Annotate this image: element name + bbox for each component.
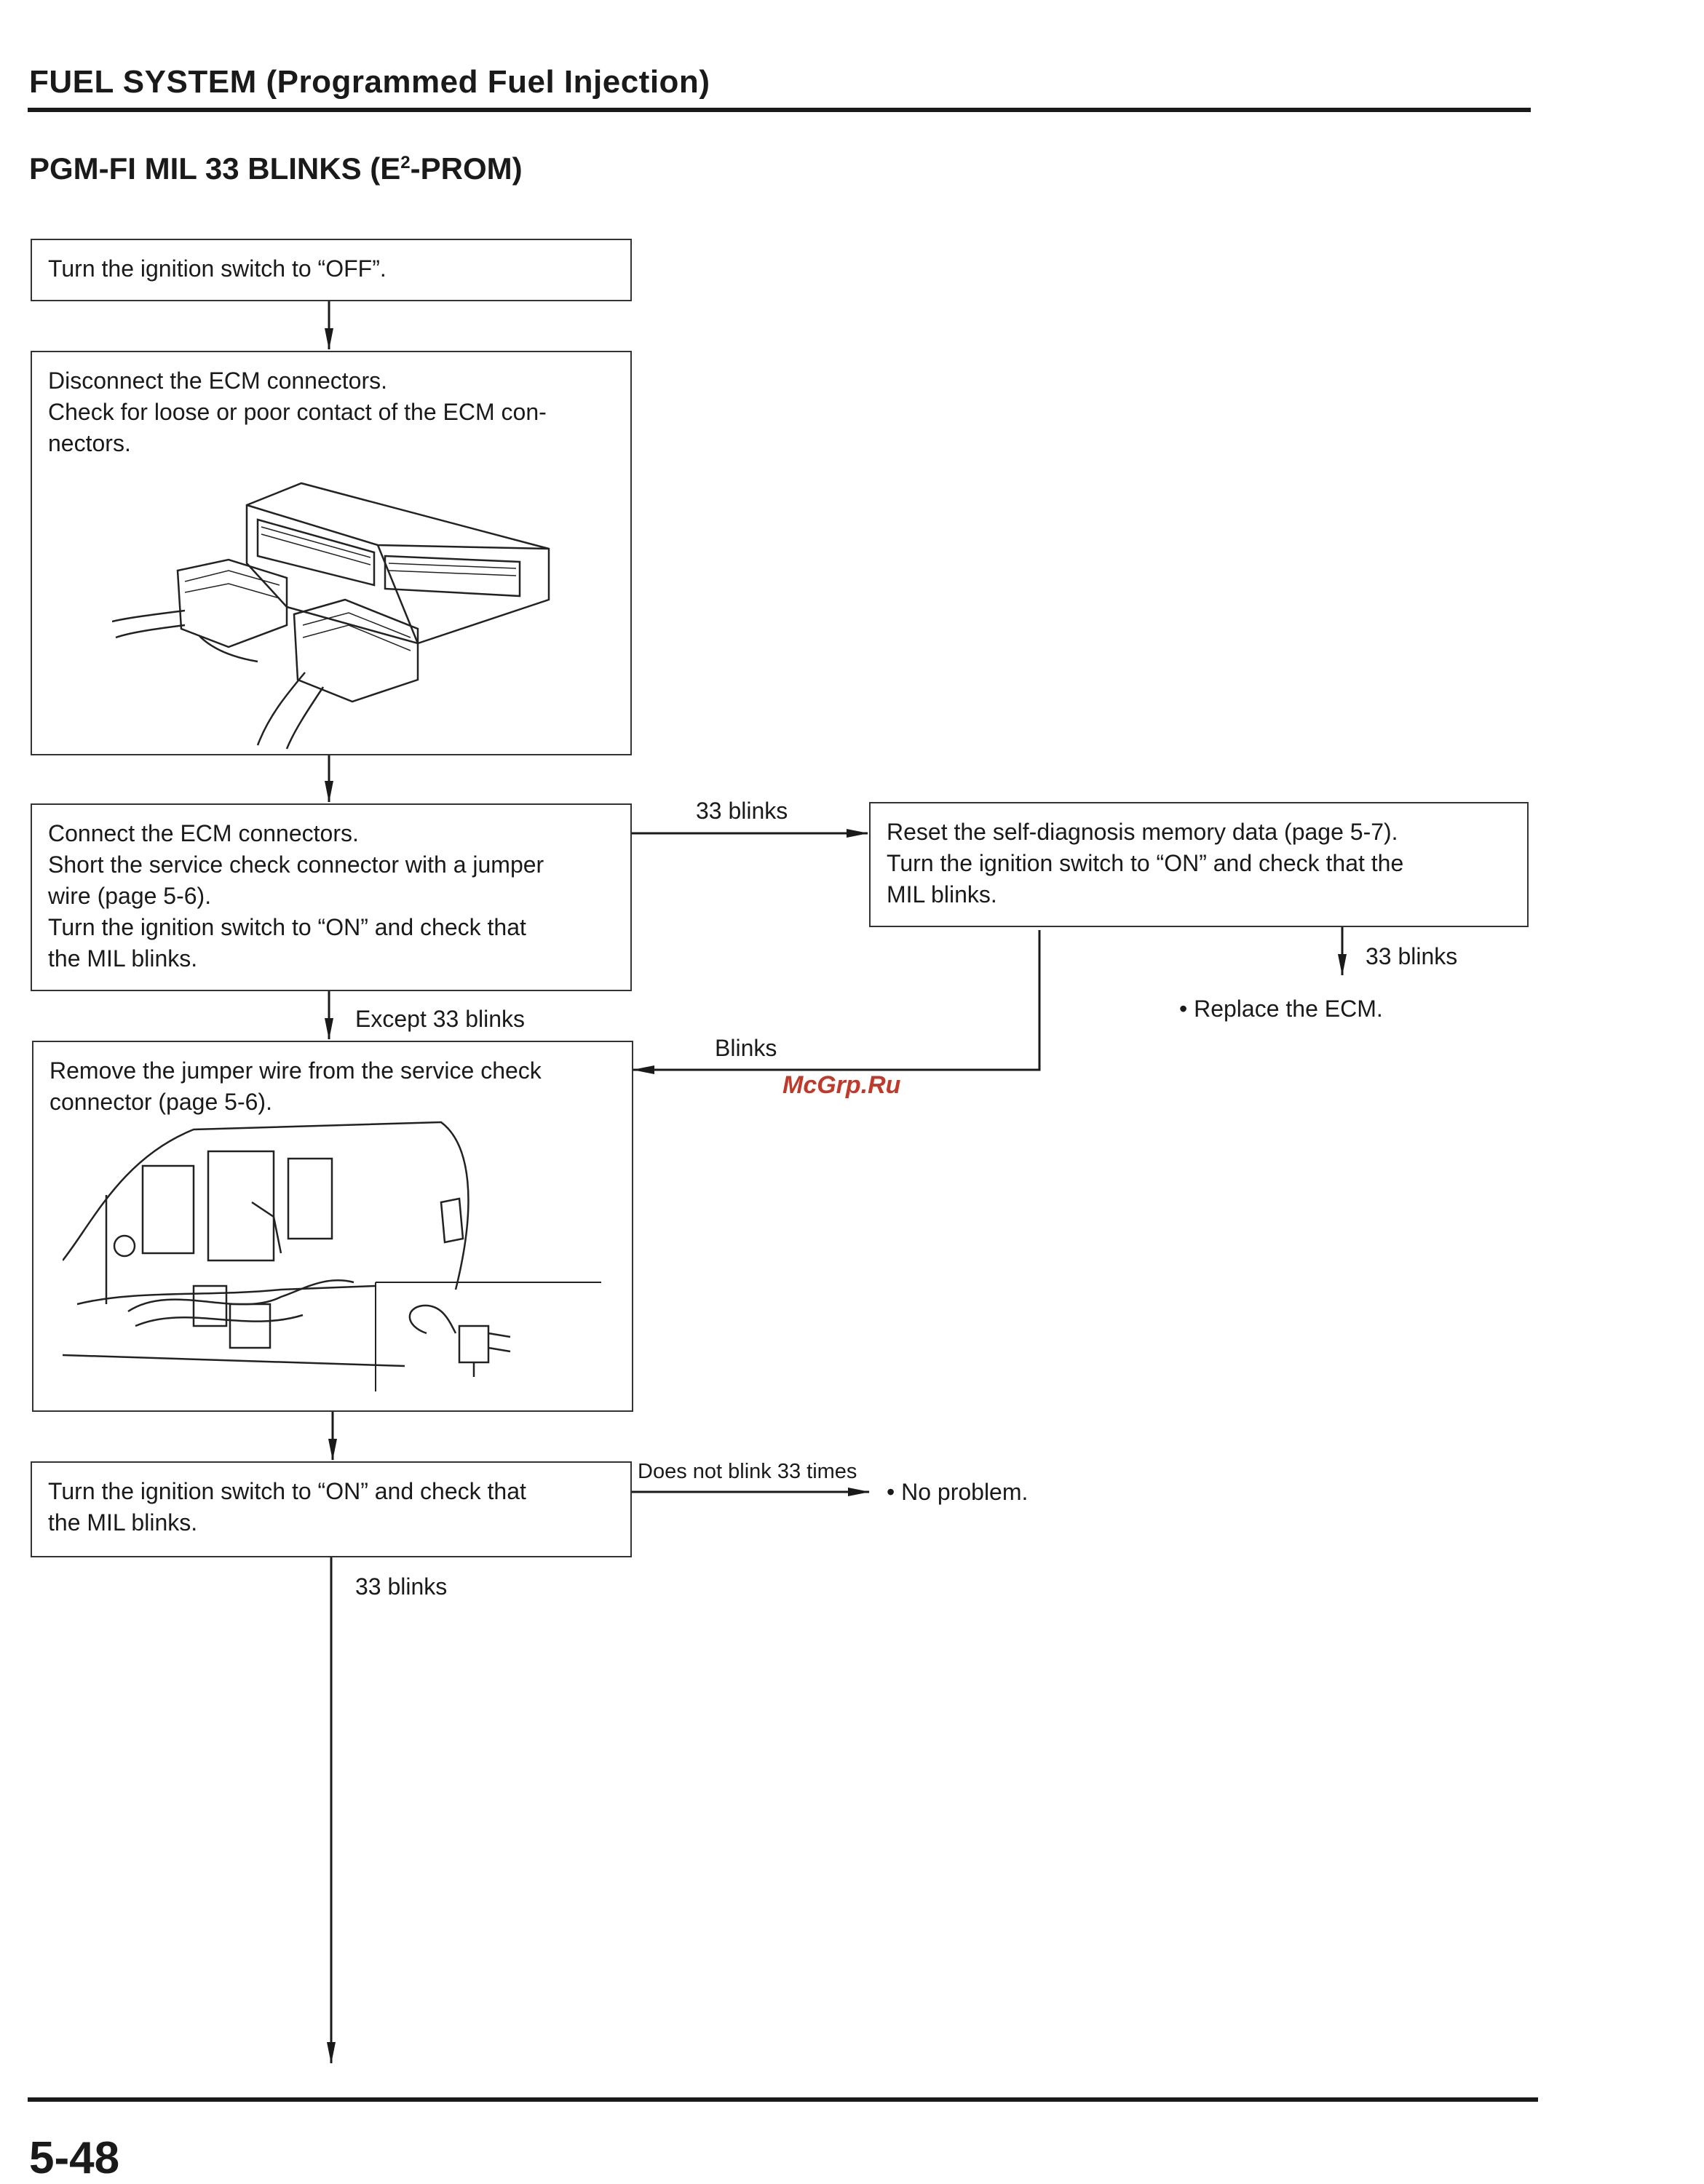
step4-line: Reset the self-diagnosis memory data (page 5-7). xyxy=(887,819,1398,845)
step-box-2 xyxy=(31,351,632,755)
section-title: PGM-FI MIL 33 BLINKS $(E^2-PROM)$ xyxy=(29,151,523,186)
step2-line: Disconnect the ECM connectors. xyxy=(48,368,387,394)
step4-line: MIL blinks. xyxy=(887,881,997,908)
step5-line: Remove the jumper wire from the service check xyxy=(49,1057,542,1084)
branch-label-blinks: Blinks xyxy=(715,1035,777,1061)
result-replace-ecm: • Replace the ECM. xyxy=(1179,996,1383,1022)
header-title: FUEL SYSTEM (Programmed Fuel Injection) xyxy=(29,64,710,100)
branch-label-except-33-blinks: Except 33 blinks xyxy=(355,1006,526,1032)
step-box-4 xyxy=(869,802,1529,927)
step6-line: Turn the ignition switch to “ON” and check that xyxy=(48,1478,526,1504)
step1-line: Turn the ignition switch to “OFF”. xyxy=(48,255,387,282)
service-check-connector-illustration xyxy=(63,1115,616,1406)
branch-label-33-blinks: 33 blinks xyxy=(355,1573,448,1600)
page-number: 5-48 xyxy=(29,2133,120,2183)
result-no-problem: • No problem. xyxy=(887,1479,1029,1505)
step3-line: Connect the ECM connectors. xyxy=(48,820,359,846)
step-box-5 xyxy=(32,1041,633,1412)
step3-line: wire (page 5-6). xyxy=(48,883,212,909)
step-box-3 xyxy=(31,803,632,991)
step-box-6 xyxy=(31,1461,632,1557)
branch-label-33-blinks: 33 blinks xyxy=(1366,943,1458,969)
step4-line: Turn the ignition switch to “ON” and check that the xyxy=(887,850,1404,876)
branch-label-33-blinks: 33 blinks xyxy=(696,798,788,824)
step2-line: nectors. xyxy=(48,430,131,456)
ecm-connectors-illustration xyxy=(112,476,593,753)
step3-line: Short the service check connector with a jumper xyxy=(48,851,544,878)
step5-line: connector (page 5-6). xyxy=(49,1089,272,1115)
footer-rule xyxy=(28,2097,1538,2102)
watermark: McGrp.Ru xyxy=(782,1071,901,1099)
branch-label-does-not-blink: Does not blink 33 times xyxy=(638,1460,857,1483)
step-box-1 xyxy=(31,239,632,301)
step3-line: Turn the ignition switch to “ON” and check that xyxy=(48,914,526,940)
step3-line: the MIL blinks. xyxy=(48,945,198,972)
step2-line: Check for loose or poor contact of the ECM con- xyxy=(48,399,547,425)
step6-line: the MIL blinks. xyxy=(48,1509,198,1536)
arrow-step4-step5 xyxy=(633,930,1039,1070)
